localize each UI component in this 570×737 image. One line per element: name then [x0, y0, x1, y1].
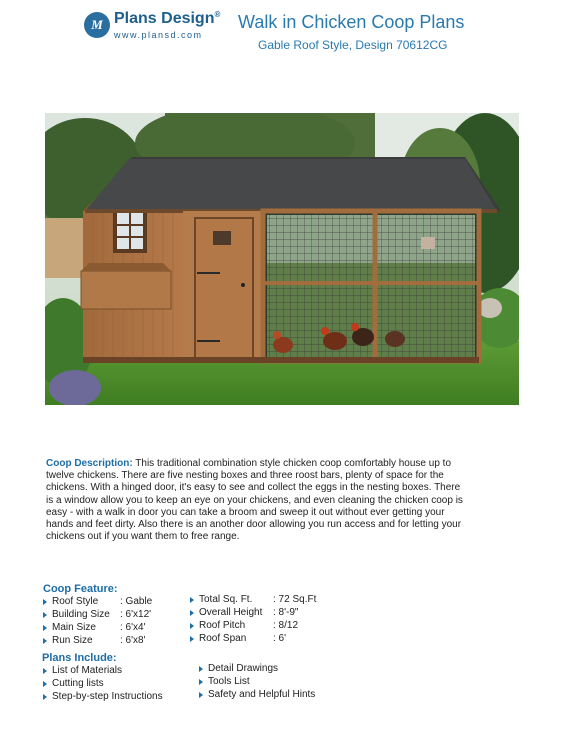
bullet-arrow-icon [43, 612, 47, 618]
feature-item [43, 608, 152, 621]
bullet-arrow-icon [43, 638, 47, 644]
feature-item [43, 595, 152, 608]
bullet-arrow-icon [43, 681, 47, 687]
feature-key: Roof Style [52, 596, 99, 607]
feature-value: : 6'x12' [120, 609, 152, 620]
feature-key: Total Sq. Ft. [199, 594, 253, 605]
feature-value: : 8/12 [273, 620, 299, 631]
feature-key: Roof Pitch [199, 620, 246, 631]
bullet-arrow-icon [199, 666, 203, 672]
bullet-arrow-icon [43, 694, 47, 700]
plans-item-label: Tools List [208, 676, 250, 687]
coop-description-label: Coop Description: [46, 458, 133, 469]
feature-value: : 72 Sq.Ft [273, 594, 317, 605]
feature-value: : 6' [273, 633, 287, 644]
feature-value: : Gable [120, 596, 153, 607]
plans-include-list-right [199, 662, 315, 701]
bullet-arrow-icon [43, 668, 47, 674]
plans-item [43, 664, 163, 677]
feature-item [43, 621, 152, 634]
bullet-arrow-icon [190, 636, 194, 642]
feature-item [43, 634, 152, 647]
plans-item [43, 677, 163, 690]
chicken-coop-illustration [45, 113, 519, 405]
bullet-arrow-icon [190, 597, 194, 603]
feature-item [190, 593, 316, 606]
plans-include-list-left [43, 664, 163, 703]
feature-item [190, 619, 316, 632]
bullet-arrow-icon [43, 599, 47, 605]
bullet-arrow-icon [43, 625, 47, 631]
bullet-arrow-icon [199, 692, 203, 698]
feature-key: Building Size [52, 609, 110, 620]
plans-item [43, 690, 163, 703]
coop-description-text: This traditional combination style chicken coop comfortably house up to twelve chickens. There are five nesting boxes and three roost bars, plenty of space for the chickens. With a hinged door, it's easy to see and collect the eggs in the nesting boxes. There is a window allow you to keep an eye on your chickens, and even cleaning the chicken coop is easy - with a walk in door you can take a broom and sweep it out without ever getting your hands and feet dirty. Also there is an another door allowing you run access and for letting your chickens out if you want them to free range. [46, 458, 463, 543]
plans-item-label: List of Materials [52, 665, 123, 676]
plans-item [199, 662, 315, 675]
bullet-arrow-icon [190, 623, 194, 629]
feature-key: Overall Height [199, 607, 263, 618]
plans-item [199, 688, 315, 701]
page-subtitle: Gable Roof Style, Design 70612CG [258, 38, 448, 52]
coop-feature-list-right [190, 593, 316, 645]
feature-value: : 6'x8' [120, 635, 146, 646]
plans-item-label: Detail Drawings [208, 663, 279, 674]
coop-feature-list-left [43, 595, 152, 647]
feature-item [190, 606, 316, 619]
logo-name [114, 10, 220, 28]
feature-key: Main Size [52, 622, 96, 633]
feature-key: Roof Span [199, 633, 247, 644]
bullet-arrow-icon [190, 610, 194, 616]
chicken-coop-photo [45, 113, 519, 405]
bullet-arrow-icon [199, 679, 203, 685]
plans-item-label: Cutting lists [52, 678, 104, 689]
logo-mark-icon: M [84, 12, 110, 38]
logo-registered-mark: ® [214, 10, 221, 19]
coop-feature-title: Coop Feature: [43, 583, 118, 595]
feature-value: : 6'x4' [120, 622, 146, 633]
feature-key: Run Size [52, 635, 93, 646]
coop-description [46, 458, 466, 543]
plans-item-label: Safety and Helpful Hints [208, 689, 316, 700]
feature-value: : 8'-9" [273, 607, 299, 618]
plans-item-label: Step-by-step Instructions [52, 691, 163, 702]
page-title: Walk in Chicken Coop Plans [238, 12, 465, 32]
plans-item [199, 675, 315, 688]
logo-url: www.plansd.com [114, 30, 203, 40]
logo-name-text: Plans Design [114, 10, 215, 27]
plans-design-logo[interactable] [84, 10, 234, 46]
plans-include-title: Plans Include: [42, 652, 117, 664]
feature-item [190, 632, 316, 645]
